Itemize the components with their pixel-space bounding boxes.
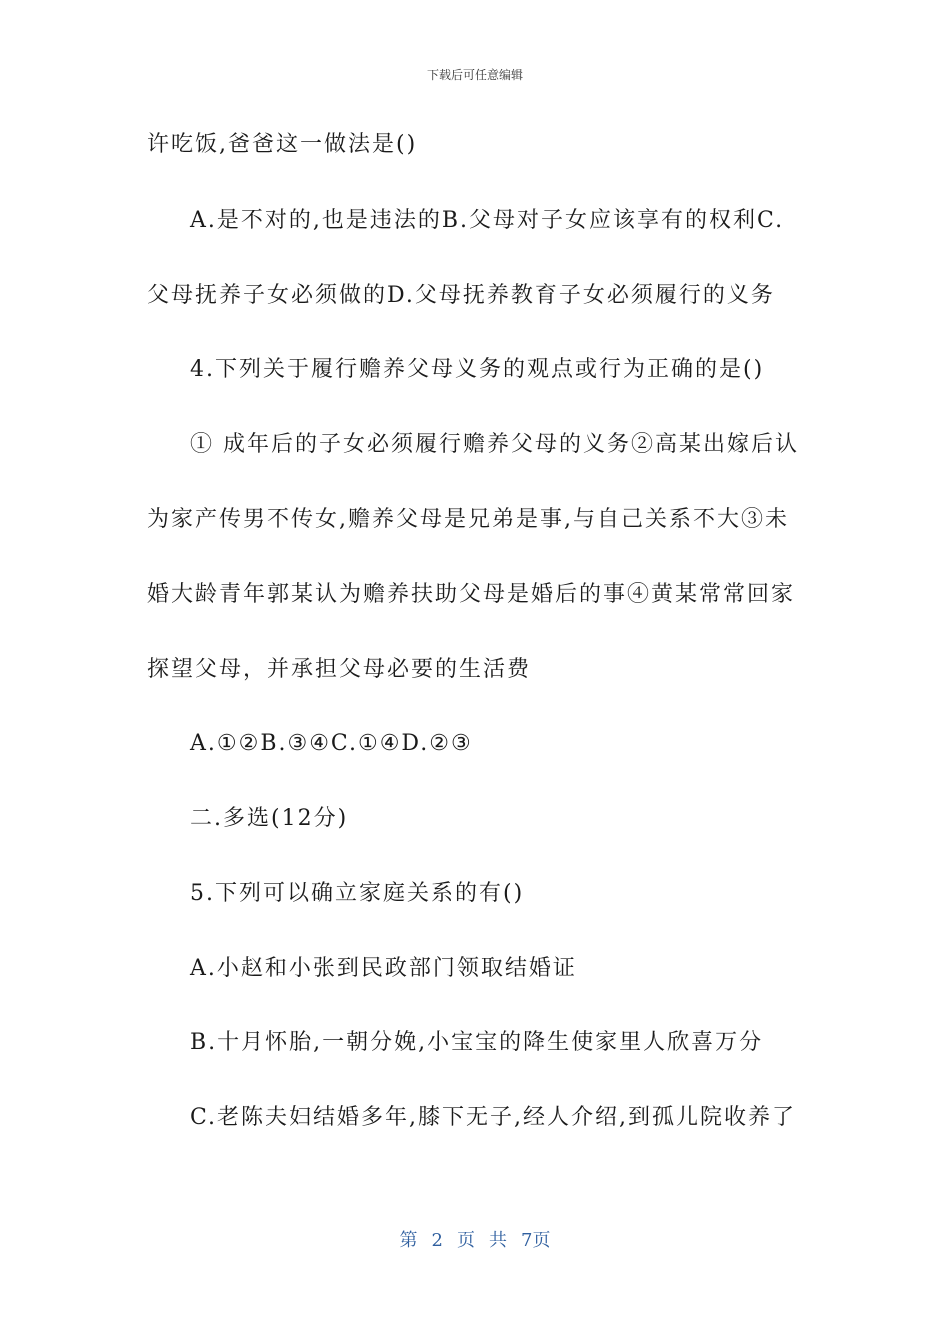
text-line: ① 成年后的子女必须履行赡养父母的义务②高某出嫁后认: [190, 432, 799, 457]
footer-di: 第: [399, 1230, 418, 1251]
footer-ye: 页: [457, 1230, 475, 1251]
footer-page-number: 2: [431, 1230, 443, 1251]
text-line: 父母抚养子女必须做的D.父母抚养教育子女必须履行的义务: [147, 283, 775, 308]
text-line: 4.下列关于履行赡养父母义务的观点或行为正确的是(): [190, 357, 765, 382]
text-line: C.老陈夫妇结婚多年,膝下无子,经人介绍,到孤儿院收养了: [190, 1105, 797, 1130]
text-line: A.是不对的,也是违法的B.父母对子女应该享有的权利C.: [190, 208, 785, 233]
text-line: A.小赵和小张到民政部门领取结婚证: [190, 956, 577, 981]
text-line: 探望父母，并承担父母必要的生活费: [147, 657, 532, 682]
page-header: 下载后可任意编辑: [426, 68, 523, 82]
text-line: 婚大龄青年郭某认为赡养扶助父母是婚后的事④黄某常常回家: [147, 582, 796, 607]
page-footer: [0, 1226, 950, 1252]
text-line: 许吃饭,爸爸这一做法是(): [147, 132, 418, 157]
section-heading: 二.多选(12分): [190, 806, 349, 831]
text-line: B.十月怀胎,一朝分娩,小宝宝的降生使家里人欣喜万分: [190, 1030, 764, 1055]
footer-total: 7页: [521, 1230, 551, 1251]
text-line: A.①②B.③④C.①④D.②③: [190, 731, 473, 756]
text-line: 为家产传男不传女,赡养父母是兄弟是事,与自己关系不大③未: [147, 507, 789, 532]
footer-gong: 共: [489, 1230, 507, 1251]
text-line: 5.下列可以确立家庭关系的有(): [190, 881, 525, 906]
